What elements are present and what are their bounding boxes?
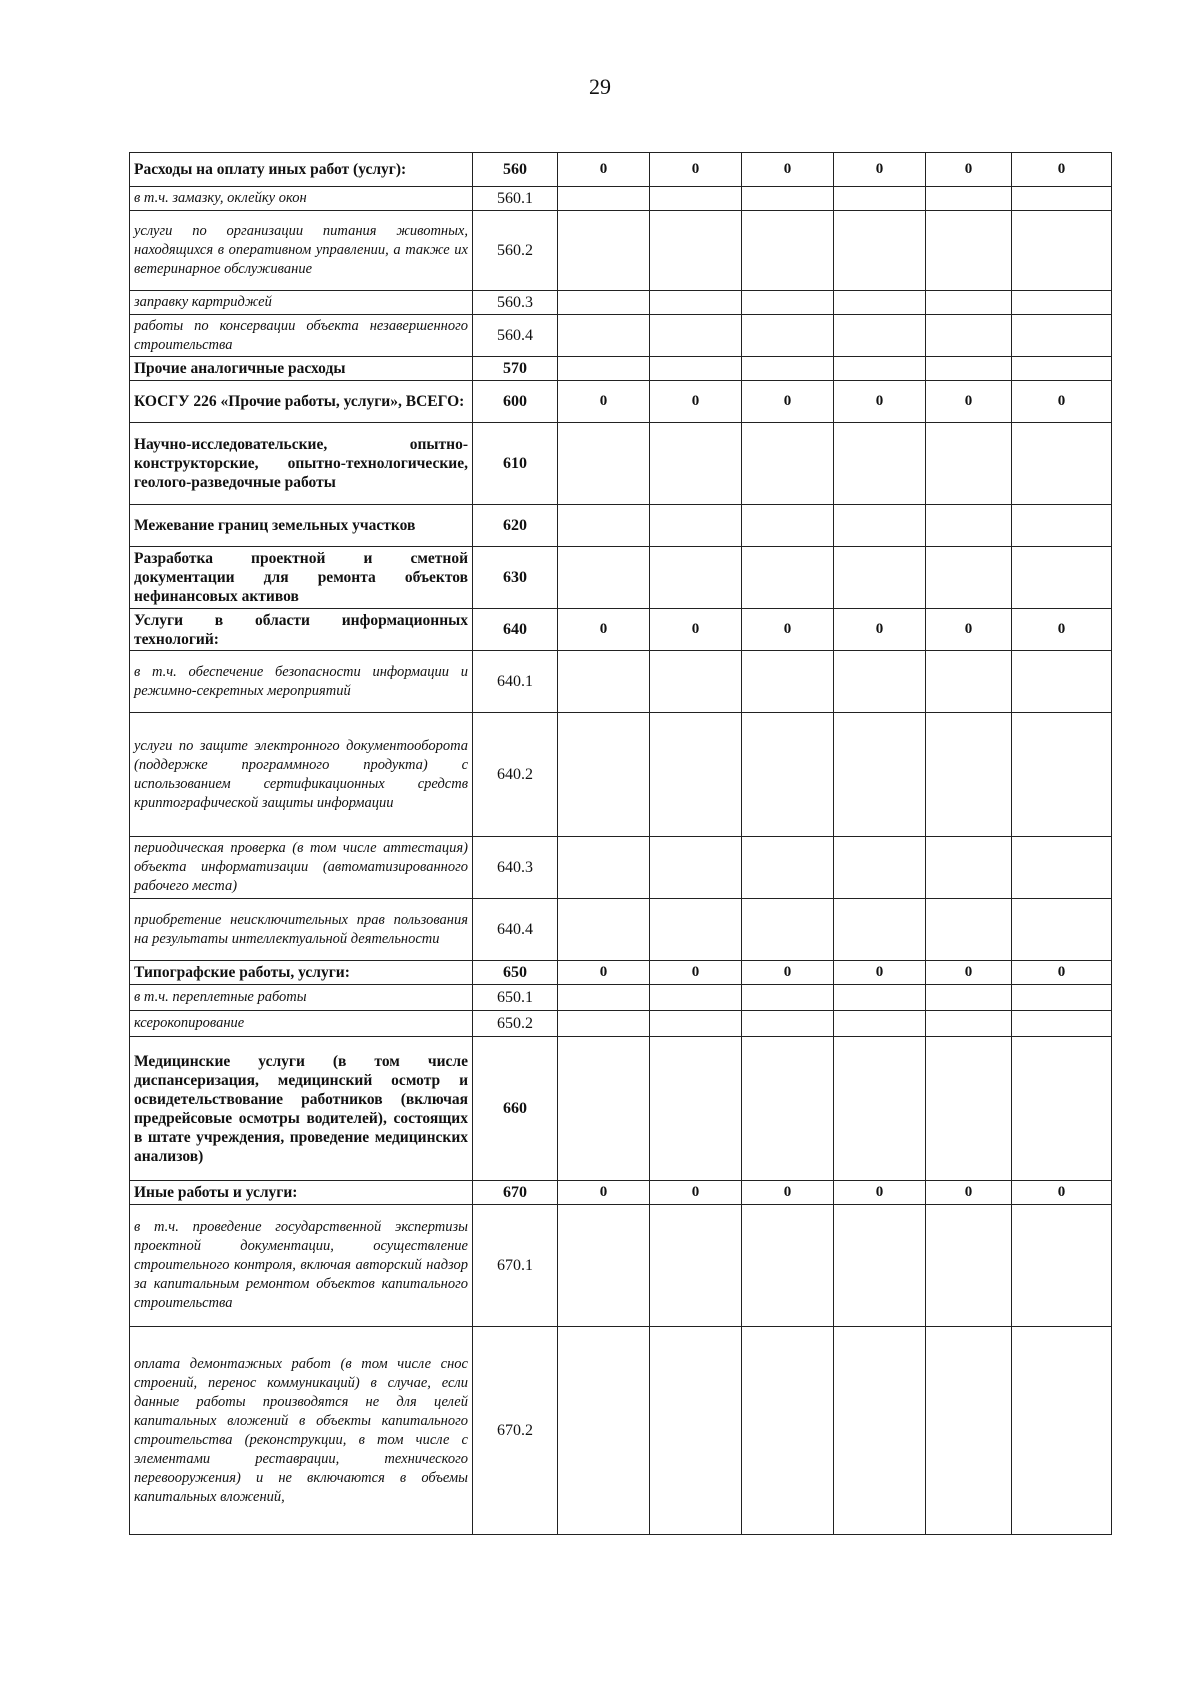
table-row <box>130 187 1112 211</box>
value-cell: 0 <box>742 381 834 423</box>
value-cell <box>926 211 1012 291</box>
value-cell <box>834 505 926 547</box>
value-cell: 0 <box>650 153 742 187</box>
value-cell <box>742 505 834 547</box>
value-cell <box>926 713 1012 837</box>
value-cell <box>834 1037 926 1181</box>
value-cell <box>742 211 834 291</box>
value-cell <box>650 1205 742 1327</box>
value-cell <box>1012 837 1112 899</box>
value-cell <box>558 211 650 291</box>
row-code: 600 <box>473 381 558 423</box>
value-cell: 0 <box>742 1181 834 1205</box>
value-cell <box>1012 423 1112 505</box>
value-cell <box>834 547 926 609</box>
value-cell <box>558 423 650 505</box>
value-cell <box>742 547 834 609</box>
value-cell <box>926 547 1012 609</box>
value-cell <box>834 985 926 1011</box>
value-cell <box>1012 315 1112 357</box>
value-cell <box>1012 985 1112 1011</box>
value-cell <box>650 713 742 837</box>
value-cell: 0 <box>834 381 926 423</box>
value-cell <box>1012 505 1112 547</box>
row-code: 660 <box>473 1037 558 1181</box>
row-label: Межевание границ земельных участков <box>130 505 473 547</box>
value-cell <box>926 1011 1012 1037</box>
value-cell <box>558 547 650 609</box>
value-cell <box>558 1205 650 1327</box>
value-cell <box>834 357 926 381</box>
value-cell: 0 <box>742 153 834 187</box>
row-label: оплата демонтажных работ (в том числе снос строений, перенос коммуникаций) в случае, если данные работы производятся не для целей капитальных вложений в объекты капитального строительства (реконструкции, в том числе с элементами реставрации, технического перевооружения) и не включаются в объемы капитальных вложений, <box>130 1327 473 1535</box>
value-cell <box>834 837 926 899</box>
table-row <box>130 1011 1112 1037</box>
value-cell <box>834 291 926 315</box>
value-cell <box>1012 211 1112 291</box>
value-cell <box>650 651 742 713</box>
row-label: Иные работы и услуги: <box>130 1181 473 1205</box>
value-cell <box>834 899 926 961</box>
table-row <box>130 153 1112 187</box>
value-cell <box>926 505 1012 547</box>
value-cell <box>1012 1011 1112 1037</box>
value-cell <box>650 1011 742 1037</box>
value-cell <box>926 357 1012 381</box>
value-cell <box>1012 1037 1112 1181</box>
table-row <box>130 505 1112 547</box>
value-cell <box>1012 651 1112 713</box>
row-label: приобретение неисключительных прав пользования на результаты интеллектуальной деятельности <box>130 899 473 961</box>
value-cell <box>926 315 1012 357</box>
row-code: 570 <box>473 357 558 381</box>
value-cell <box>834 1205 926 1327</box>
value-cell <box>650 985 742 1011</box>
row-label: Разработка проектной и сметной документации для ремонта объектов нефинансовых активов <box>130 547 473 609</box>
value-cell <box>926 1037 1012 1181</box>
value-cell <box>834 423 926 505</box>
value-cell <box>926 423 1012 505</box>
value-cell <box>834 1011 926 1037</box>
row-label: в т.ч. переплетные работы <box>130 985 473 1011</box>
row-code: 650.1 <box>473 985 558 1011</box>
table-row <box>130 357 1112 381</box>
value-cell <box>650 357 742 381</box>
value-cell <box>742 1037 834 1181</box>
row-label: заправку картриджей <box>130 291 473 315</box>
row-code: 670 <box>473 1181 558 1205</box>
table-row <box>130 837 1112 899</box>
row-label: Прочие аналогичные расходы <box>130 357 473 381</box>
value-cell <box>926 1327 1012 1535</box>
table-row <box>130 1327 1112 1535</box>
value-cell <box>742 1205 834 1327</box>
value-cell <box>558 315 650 357</box>
value-cell: 0 <box>834 961 926 985</box>
value-cell <box>558 357 650 381</box>
value-cell: 0 <box>1012 609 1112 651</box>
value-cell: 0 <box>558 609 650 651</box>
value-cell: 0 <box>650 609 742 651</box>
value-cell <box>742 837 834 899</box>
table-row <box>130 899 1112 961</box>
value-cell <box>558 837 650 899</box>
row-code: 650 <box>473 961 558 985</box>
value-cell <box>558 1037 650 1181</box>
row-label: в т.ч. обеспечение безопасности информации и режимно-секретных мероприятий <box>130 651 473 713</box>
row-code: 640.4 <box>473 899 558 961</box>
table-row <box>130 985 1112 1011</box>
row-label: Научно-исследовательские, опытно-конструкторские, опытно-технологические, геолого-разведочные работы <box>130 423 473 505</box>
value-cell <box>742 1011 834 1037</box>
value-cell <box>834 315 926 357</box>
value-cell <box>834 187 926 211</box>
value-cell <box>742 423 834 505</box>
value-cell: 0 <box>1012 1181 1112 1205</box>
value-cell: 0 <box>650 1181 742 1205</box>
table-row <box>130 1205 1112 1327</box>
value-cell <box>926 291 1012 315</box>
value-cell <box>650 547 742 609</box>
value-cell <box>742 985 834 1011</box>
table-row <box>130 315 1112 357</box>
row-code: 560.2 <box>473 211 558 291</box>
value-cell <box>1012 547 1112 609</box>
value-cell <box>1012 899 1112 961</box>
value-cell <box>834 651 926 713</box>
value-cell: 0 <box>834 1181 926 1205</box>
value-cell <box>1012 187 1112 211</box>
table-row <box>130 423 1112 505</box>
value-cell <box>558 1327 650 1535</box>
value-cell: 0 <box>926 153 1012 187</box>
value-cell: 0 <box>926 961 1012 985</box>
value-cell <box>1012 713 1112 837</box>
row-label: работы по консервации объекта незавершенного строительства <box>130 315 473 357</box>
row-code: 560 <box>473 153 558 187</box>
table-row <box>130 1037 1112 1181</box>
table-row <box>130 961 1112 985</box>
value-cell: 0 <box>742 609 834 651</box>
value-cell <box>1012 357 1112 381</box>
value-cell <box>742 357 834 381</box>
row-code: 640.1 <box>473 651 558 713</box>
row-label: Медицинские услуги (в том числе диспансеризация, медицинский осмотр и освидетельствование работников (включая предрейсовые осмотры водителей), состоящих в штате учреждения, проведение медицинских анализов) <box>130 1037 473 1181</box>
value-cell <box>834 211 926 291</box>
value-cell <box>650 423 742 505</box>
value-cell: 0 <box>1012 381 1112 423</box>
value-cell <box>926 899 1012 961</box>
value-cell <box>742 187 834 211</box>
row-code: 640 <box>473 609 558 651</box>
value-cell <box>1012 1327 1112 1535</box>
value-cell <box>926 187 1012 211</box>
value-cell <box>926 985 1012 1011</box>
table-row <box>130 211 1112 291</box>
row-label: периодическая проверка (в том числе аттестация) объекта информатизации (автоматизированного рабочего места) <box>130 837 473 899</box>
value-cell: 0 <box>558 961 650 985</box>
row-code: 670.2 <box>473 1327 558 1535</box>
value-cell <box>650 315 742 357</box>
value-cell <box>742 651 834 713</box>
value-cell <box>742 291 834 315</box>
row-label: в т.ч. замазку, оклейку окон <box>130 187 473 211</box>
row-code: 560.4 <box>473 315 558 357</box>
row-label: услуги по организации питания животных, находящихся в оперативном управлении, а также их ветеринарное обслуживание <box>130 211 473 291</box>
value-cell <box>650 837 742 899</box>
value-cell: 0 <box>650 961 742 985</box>
value-cell: 0 <box>650 381 742 423</box>
value-cell <box>650 899 742 961</box>
row-label: ксерокопирование <box>130 1011 473 1037</box>
row-code: 620 <box>473 505 558 547</box>
row-code: 670.1 <box>473 1205 558 1327</box>
table-row <box>130 609 1112 651</box>
row-label: услуги по защите электронного документооборота (поддержке программного продукта) с использованием сертификационных средств криптографической защиты информации <box>130 713 473 837</box>
value-cell <box>742 315 834 357</box>
table-row <box>130 713 1112 837</box>
value-cell <box>926 651 1012 713</box>
value-cell <box>558 291 650 315</box>
value-cell: 0 <box>926 609 1012 651</box>
row-label: Типографские работы, услуги: <box>130 961 473 985</box>
value-cell <box>650 291 742 315</box>
value-cell <box>650 211 742 291</box>
value-cell: 0 <box>926 1181 1012 1205</box>
row-label: Услуги в области информационных технологий: <box>130 609 473 651</box>
value-cell <box>558 651 650 713</box>
value-cell: 0 <box>742 961 834 985</box>
row-code: 640.3 <box>473 837 558 899</box>
value-cell: 0 <box>558 381 650 423</box>
value-cell: 0 <box>1012 153 1112 187</box>
value-cell: 0 <box>558 1181 650 1205</box>
row-code: 610 <box>473 423 558 505</box>
table-row <box>130 381 1112 423</box>
row-code: 650.2 <box>473 1011 558 1037</box>
value-cell <box>742 1327 834 1535</box>
value-cell <box>650 187 742 211</box>
value-cell <box>926 1205 1012 1327</box>
value-cell <box>650 1327 742 1535</box>
value-cell <box>650 1037 742 1181</box>
value-cell <box>558 1011 650 1037</box>
value-cell: 0 <box>834 609 926 651</box>
row-label: в т.ч. проведение государственной экспертизы проектной документации, осуществление строительного контроля, включая авторский надзор за капитальным ремонтом объектов капитального строительства <box>130 1205 473 1327</box>
value-cell <box>742 713 834 837</box>
value-cell <box>742 899 834 961</box>
value-cell <box>834 713 926 837</box>
row-code: 560.3 <box>473 291 558 315</box>
table-row <box>130 651 1112 713</box>
value-cell <box>558 899 650 961</box>
value-cell: 0 <box>926 381 1012 423</box>
row-code: 560.1 <box>473 187 558 211</box>
value-cell <box>650 505 742 547</box>
row-label: КОСГУ 226 «Прочие работы, услуги», ВСЕГО: <box>130 381 473 423</box>
value-cell <box>558 505 650 547</box>
page-number: 29 <box>589 74 611 99</box>
value-cell <box>926 837 1012 899</box>
value-cell: 0 <box>1012 961 1112 985</box>
table-row <box>130 547 1112 609</box>
value-cell <box>558 985 650 1011</box>
row-label: Расходы на оплату иных работ (услуг): <box>130 153 473 187</box>
value-cell <box>1012 291 1112 315</box>
row-code: 630 <box>473 547 558 609</box>
value-cell <box>1012 1205 1112 1327</box>
value-cell: 0 <box>558 153 650 187</box>
expense-table <box>129 152 1112 1535</box>
value-cell <box>558 713 650 837</box>
table-row <box>130 1181 1112 1205</box>
value-cell <box>834 1327 926 1535</box>
value-cell <box>558 187 650 211</box>
row-code: 640.2 <box>473 713 558 837</box>
table-row <box>130 291 1112 315</box>
value-cell: 0 <box>834 153 926 187</box>
